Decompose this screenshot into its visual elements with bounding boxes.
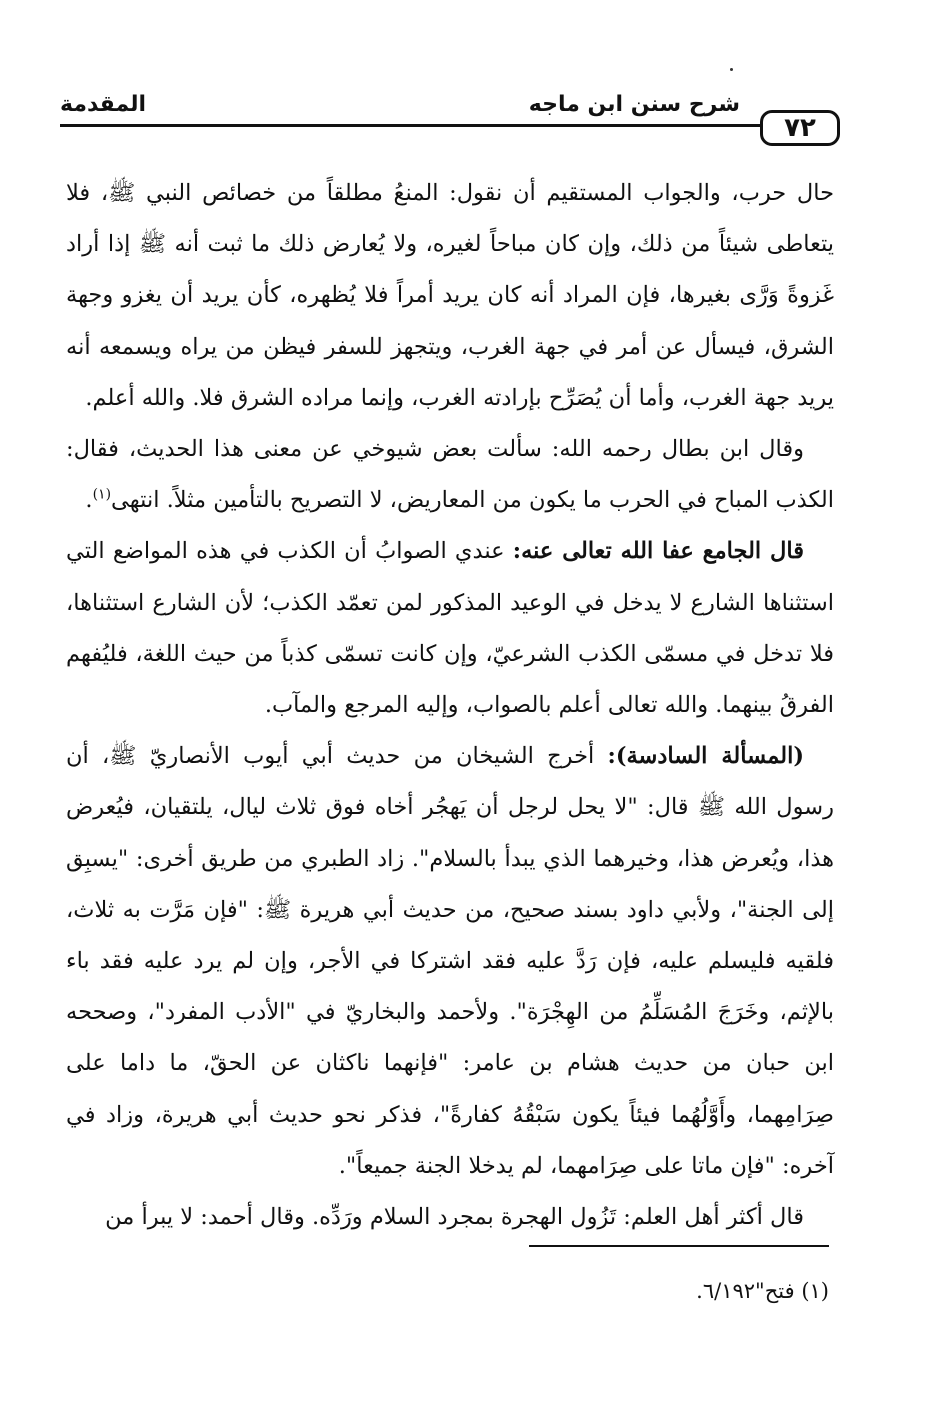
paragraph-2 (66, 424, 834, 526)
paragraph-5 (66, 1192, 834, 1243)
paragraph-3-lead: قال الجامع عفا الله تعالى عنه: (512, 538, 804, 565)
section-title: المقدمة (60, 92, 147, 117)
paragraph-2-tail: . (85, 487, 93, 514)
paragraph-3-text: عندي الصوابُ أن الكذب في هذه المواضع التي استثناها الشارع لا يدخل في الوعيد المذكور لمن تعمّد الكذب؛ لأن الشارع استثناها، فلا تدخل في مسمّى الكذب الشرعيّ، وإن كانت تسمّى كذباً من حيث اللغة، فليُفهم الفرقُ بينهما. والله تعالى أعلم بالصواب، وإليه المرجع والمآب. (66, 538, 834, 719)
page-number: ٧٢ (760, 110, 840, 146)
header-rule (60, 124, 762, 127)
footnote-reference[interactable]: (١) (92, 486, 112, 503)
page-header (60, 88, 840, 158)
paragraph-2-text: وقال ابن بطال رحمه الله: سألت بعض شيوخي عن معنى هذا الحديث، فقال: الكذب المباح في الحرب ما يكون من المعاريض، لا التصريح بالتأمين مثلاً. انتهى (66, 436, 834, 514)
paragraph-4-lead: (المسألة السادسة): (607, 743, 804, 770)
footnote-1: (١) فتح"٦/١٩٢. (696, 1279, 829, 1303)
paragraph-3 (66, 526, 834, 731)
main-text (66, 168, 834, 1243)
paragraph-1-text: حال حرب، والجواب المستقيم أن نقول: المنعُ مطلقاً من خصائص النبي ﷺ، فلا يتعاطى شيئاً من ذلك، وإن كان مباحاً لغيره، ولا يُعارض ذلك ما ثبت أنه ﷺ إذا أراد غَزوةً وَرَّى بغيرها، فإن المراد أنه كان يريد أمراً فلا يُظهره، كأن يريد أن يغزو وجهة الشرق، فيسأل عن أمر في جهة الغرب، ويتجهز للسفر فيظن من يراه ويسمعه أنه يريد جهة الغرب، وأما أن يُصَرِّح بإرادته الغرب، وإنما مراده الشرق فلا. والله أعلم. (66, 180, 834, 411)
book-title: شرح سنن ابن ماجه (528, 92, 740, 117)
scan-speck (730, 68, 733, 71)
paragraph-5-text: قال أكثر أهل العلم: تَزُول الهجرة بمجرد السلام ورَدِّه. وقال أحمد: لا يبرأ من (105, 1204, 804, 1231)
paragraph-4 (66, 731, 834, 1192)
footnote-divider (529, 1245, 829, 1247)
paragraph-1 (66, 168, 834, 424)
paragraph-4-text: أخرج الشيخان من حديث أبي أيوب الأنصاريّ ﷺ، أن رسول الله ﷺ قال: "لا يحل لرجل أن يَهجُر أخاه فوق ثلاث ليال، يلتقيان، فيُعرض هذا، ويُعرض هذا، وخيرهما الذي يبدأ بالسلام". زاد الطبري من طريق أخرى: "يسبِق إلى الجنة"، ولأبي داود بسند صحيح، من حديث أبي هريرة ﷺ: "فإن مَرَّت به ثلاث، فلقيه فليسلم عليه، فإن رَدَّ عليه فقد اشتركا في الأجر، وإن لم يرد عليه فقد باء بالإثم، وخَرَجَ المُسَلِّمُ من الهِجْرَة". ولأحمد والبخاريّ في "الأدب المفرد"، وصححه ابن حبان من حديث هشام بن عامر: "فإنهما ناكثان عن الحقّ، ما داما على صِرَامِهما، وأَوَّلُهُما فيئاً يكون سَبْقُهُ كفارةً"، فذكر نحو حديث أبي هريرة، وزاد في آخره: "فإن ماتا على صِرَامهما، لم يدخلا الجنة جميعاً". (66, 743, 834, 1179)
